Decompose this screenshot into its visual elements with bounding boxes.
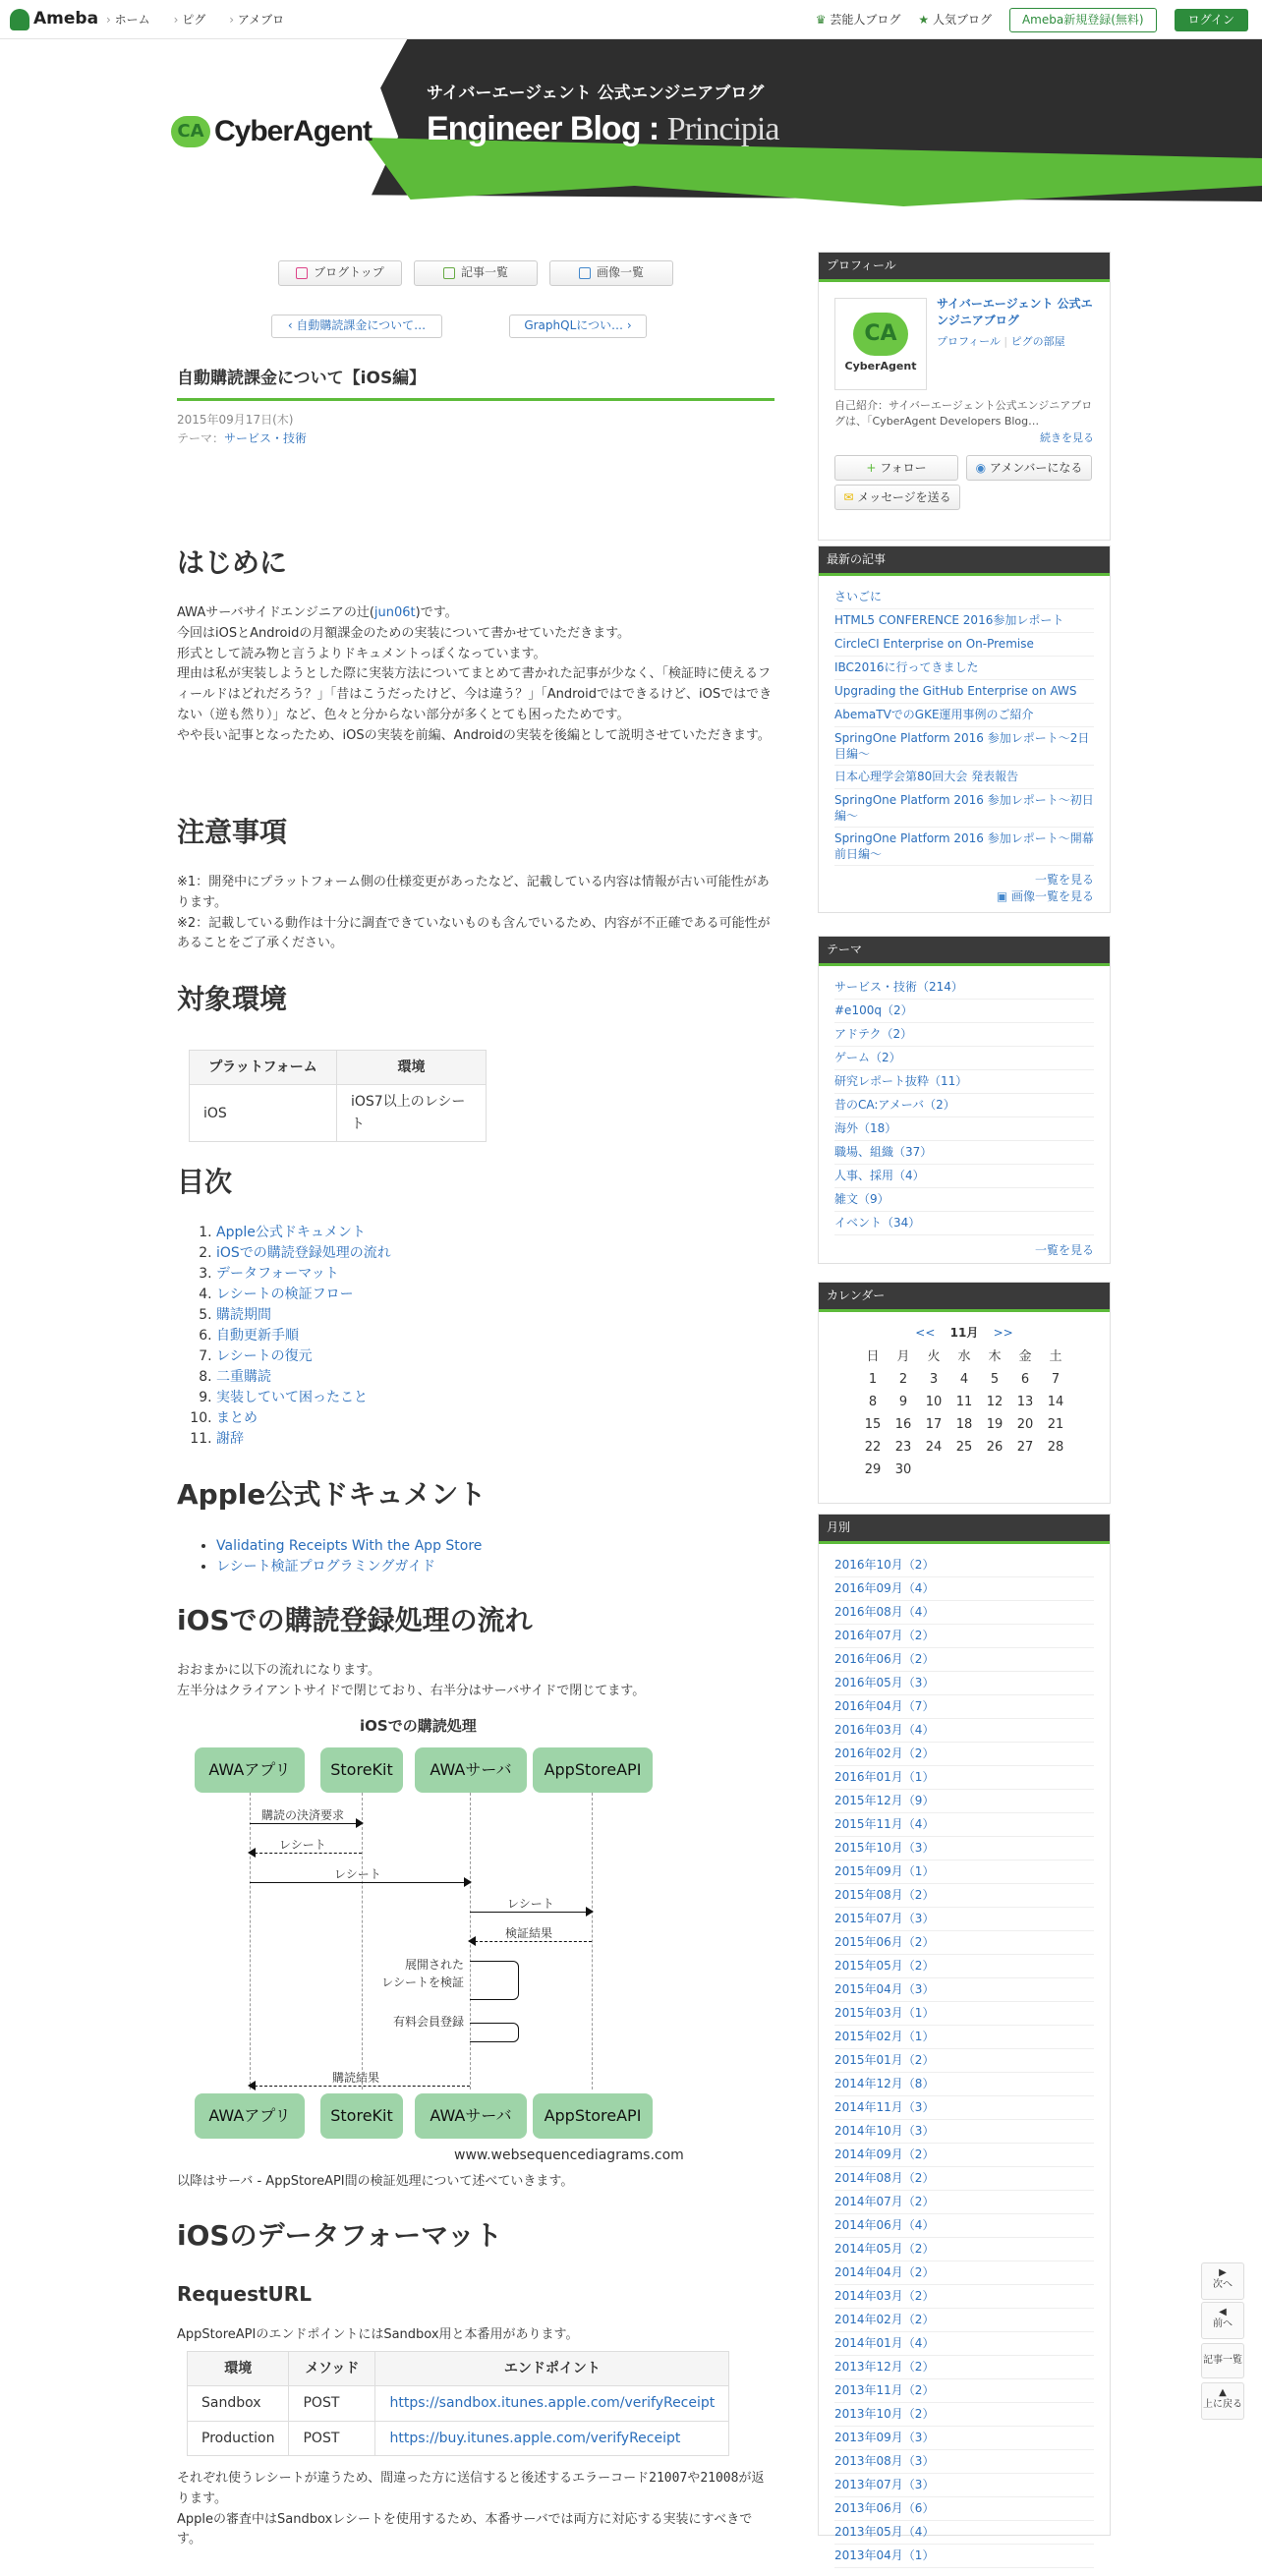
list-item[interactable]: IBC2016に行ってきました — [834, 657, 1094, 680]
heading-intro: はじめに — [177, 546, 288, 579]
list-item[interactable]: 2014年04月（2） — [834, 2261, 1094, 2285]
become-member-button[interactable]: ◉ アメンバーになる — [966, 455, 1092, 481]
production-endpoint-link[interactable]: https://buy.itunes.apple.com/verifyReceipt — [389, 2430, 681, 2446]
list-item[interactable]: #e100q（2） — [834, 1000, 1094, 1023]
request-text: AppStoreAPIのエンドポイントにはSandbox用と本番用があります。 — [177, 2327, 579, 2342]
profile-avatar[interactable]: CA CyberAgent — [834, 298, 927, 390]
sequence-diagram — [193, 1710, 684, 2172]
article-theme: テーマ：サービス・技術 — [177, 431, 308, 446]
env-table: プラットフォーム 環境 iOS iOS7以上のレシート — [189, 1050, 487, 1142]
entry-list-button[interactable]: 記事一覧 — [414, 260, 538, 286]
flow-text: おおまかに以下の流れになります。 左半分はクライアントサイドで閉じており、右半分はサーバサイドで閉じてます。 — [177, 1663, 646, 1698]
list-item[interactable]: 2013年08月（3） — [834, 2450, 1094, 2474]
blog-top-button[interactable]: ブログトップ — [278, 260, 402, 286]
list-item[interactable]: 人事、採用（4） — [834, 1165, 1094, 1188]
list-item[interactable]: 2016年07月（2） — [834, 1625, 1094, 1648]
list-item: 2. iOSでの購読登録処理の流れ — [216, 1243, 391, 1264]
article-title: 自動購読課金について【iOS編】 — [177, 366, 774, 401]
recent-more-link[interactable]: 一覧を見る — [1034, 873, 1094, 887]
article-header — [177, 366, 774, 448]
widget-header: テーマ — [819, 937, 1110, 966]
list-item[interactable]: 2015年06月（2） — [834, 1931, 1094, 1955]
triangle-left-icon: ◀ — [1219, 2307, 1227, 2318]
list-item[interactable]: 2015年05月（2） — [834, 1955, 1094, 1978]
actor-storekit-bottom: StoreKit — [320, 2093, 403, 2139]
self-call-register — [470, 2023, 519, 2042]
list-item[interactable]: SpringOne Platform 2016 参加レポート〜開幕前日編〜 — [834, 828, 1094, 866]
follow-button[interactable]: + フォロー — [834, 455, 958, 481]
self-call-verify-label: 展開された レシートを検証 — [381, 1958, 464, 1989]
intro-text: AWAサーバサイドエンジニアの辻(jun06t)です。 今回はiOSとAndroidの月額課金のための実装について書かせていただきます。 形式として読み物と言うよりドキュメントっぽくなっています。 理由は私が実装しようとした際に実装方法についてまとめて書かれた記事が少なく、「検証時に使えるフィールドはどれだろう？」「昔はこうだったけど、今は違う？」「Androidではできるけど、iOSではできない（逆も然り）」など、色々と分からない部分が多くとても困ったためです。 やや長い記事となったため、iOSの実装を前編、Androidの実装を後編として説明させていただきます。 — [177, 605, 773, 743]
list-item: 3. データフォーマット — [216, 1264, 391, 1285]
list-item[interactable]: 2013年05月（4） — [834, 2521, 1094, 2545]
list-item[interactable]: 2015年03月（1） — [834, 2002, 1094, 2026]
list-item[interactable]: 2014年11月（3） — [834, 2096, 1094, 2120]
widget-header: 最新の記事 — [819, 546, 1110, 576]
list-item[interactable]: 研究レポート抜粋（11） — [834, 1070, 1094, 1094]
list-item[interactable]: 海外（18） — [834, 1117, 1094, 1141]
list-item[interactable]: 2014年03月（2） — [834, 2285, 1094, 2309]
float-top-button[interactable]: ▲ 上に戻る — [1201, 2382, 1244, 2420]
register-button[interactable]: Ameba新規登録(無料) — [1009, 8, 1157, 32]
table-row: Production POST https://buy.itunes.apple.com/verifyReceipt — [188, 2421, 729, 2455]
next-entry-link[interactable]: GraphQLについ… › — [509, 315, 647, 338]
recent-entries-widget — [818, 545, 1111, 913]
list-item: 8. 二重購読 — [216, 1367, 391, 1388]
list-item[interactable]: 2016年02月（2） — [834, 1743, 1094, 1766]
list-item[interactable]: アドテク（2） — [834, 1023, 1094, 1047]
list-item[interactable]: ゲーム（2） — [834, 1047, 1094, 1070]
widget-header: プロフィール — [819, 253, 1110, 282]
notes-text: ※1：開発中にプラットフォーム側の仕様変更があったなど、記載している内容は情報が古い可能性があります。 ※2：記載している動作は十分に調査できていないものも含んでいるため、内容が不正確である可能性があることをご了承ください。 — [177, 875, 771, 951]
triangle-up-icon: ▲ — [1219, 2387, 1227, 2398]
list-item: 11. 謝辞 — [216, 1429, 391, 1450]
list-item[interactable]: 2014年12月（8） — [834, 2073, 1094, 2096]
list-item[interactable]: 日本心理学会第80回大会 発表報告 — [834, 766, 1094, 789]
list-item: 1. Apple公式ドキュメント — [216, 1223, 391, 1243]
self-call-verify — [470, 1961, 519, 2000]
list-item: 4. レシートの検証フロー — [216, 1285, 391, 1305]
ameba-logo[interactable]: Ameba — [10, 8, 98, 31]
heading-request-url: RequestURL — [177, 2282, 312, 2306]
envelope-icon: ✉ — [843, 490, 854, 504]
actor-awa-server: AWAサーバ — [415, 1747, 527, 1793]
banner-subtitle: サイバーエージェント 公式エンジニアブログ — [427, 84, 765, 103]
list-item[interactable]: 2016年08月（4） — [834, 1601, 1094, 1625]
list-item[interactable]: 2015年02月（1） — [834, 2026, 1094, 2049]
list-item[interactable]: 2013年12月（2） — [834, 2356, 1094, 2379]
calendar-month: 11月 — [949, 1326, 979, 1340]
themes-more-link[interactable]: 一覧を見る — [1034, 1243, 1094, 1257]
toc-list — [197, 1223, 391, 1450]
sandbox-endpoint-link[interactable]: https://sandbox.itunes.apple.com/verifyReceipt — [389, 2395, 716, 2412]
list-item[interactable]: 2016年10月（2） — [834, 1554, 1094, 1577]
list-item[interactable]: 2014年01月（4） — [834, 2332, 1094, 2356]
msg-receipt-1: レシート — [250, 1853, 362, 1854]
list-item[interactable]: 2016年01月（1） — [834, 1766, 1094, 1790]
list-item[interactable]: 2014年02月（2） — [834, 2309, 1094, 2332]
list-item: • Validating Receipts With the App Store — [216, 1536, 482, 1557]
diagram-credit: www.websequencediagrams.com — [454, 2147, 684, 2163]
widget-header: カレンダー — [819, 1283, 1110, 1312]
list-item[interactable]: Upgrading the GitHub Enterprise on AWS — [834, 680, 1094, 704]
popular-blog-link[interactable]: ★ 人気ブログ — [918, 13, 992, 27]
calendar-nav — [834, 1324, 1094, 1343]
profile-intro: 自己紹介：サイバーエージェント公式エンジニアブログは、「CyberAgent Developers Blog… — [834, 399, 1093, 428]
self-call-register-label: 有料会員登録 — [392, 2015, 464, 2029]
list-item[interactable]: 2015年12月（9） — [834, 1790, 1094, 1813]
ca-mark-icon: CA — [171, 116, 210, 147]
archive-list — [819, 1544, 1110, 2576]
article-date: 2015年09月17日(木) — [177, 413, 294, 427]
msg-purchase-result: 購読結果 — [250, 2086, 470, 2087]
table-row: iOS iOS7以上のレシート — [190, 1085, 487, 1142]
float-prev-button[interactable]: ◀ 前へ — [1201, 2302, 1244, 2339]
list-item[interactable]: 職場、組織（37） — [834, 1141, 1094, 1165]
list-item[interactable]: 2013年11月（2） — [834, 2379, 1094, 2403]
send-message-button[interactable]: ✉ メッセージを送る — [834, 485, 960, 510]
actor-awa-app-bottom: AWAアプリ — [195, 2093, 305, 2139]
author-link[interactable]: jun06t — [373, 605, 416, 620]
list-item[interactable]: 2015年10月（3） — [834, 1837, 1094, 1860]
list-item[interactable]: 2016年03月（4） — [834, 1719, 1094, 1743]
actor-appstore-api-bottom: AppStoreAPI — [533, 2093, 653, 2139]
list-item[interactable]: 昔のCA:アメーバ（2） — [834, 1094, 1094, 1117]
global-header — [0, 0, 1262, 39]
float-next-button[interactable]: ▶ 次へ — [1201, 2262, 1244, 2300]
prev-entry-link[interactable]: ‹ 自動購読課金について… — [271, 315, 442, 338]
actor-appstore-api: AppStoreAPI — [533, 1747, 653, 1793]
list-item: 7. レシートの復元 — [216, 1346, 391, 1367]
ca-avatar-icon: CA — [853, 313, 908, 356]
list-item: 5. 購読期間 — [216, 1305, 391, 1326]
request-note: それぞれ使うレシートが違うため、間違った方に送信すると後述するエラーコード21007や21008が返ります。 Appleの審査中はSandboxレシートを使用するため、本番サーバでは両方に対応する実装にすべきです。 — [177, 2471, 765, 2547]
heading-notes: 注意事項 — [177, 816, 288, 848]
list-item[interactable]: イベント（34） — [834, 1212, 1094, 1235]
list-item[interactable]: 2015年04月（3） — [834, 1978, 1094, 2002]
msg-purchase-request: 購読の決済要求 — [250, 1823, 362, 1824]
heading-toc: 目次 — [177, 1166, 233, 1198]
list-item[interactable]: 2014年09月（2） — [834, 2144, 1094, 2167]
actor-awa-server-bottom: AWAサーバ — [415, 2093, 527, 2139]
banner-title: Engineer Blog : Principia — [427, 110, 779, 147]
heading-data-format: iOSのデータフォーマット — [177, 2219, 503, 2252]
diagram-title: iOSでの購読処理 — [360, 1717, 477, 1735]
heading-env: 対象環境 — [177, 983, 288, 1015]
ameba-mark-icon — [10, 9, 29, 30]
calendar-grid: 日 月 火 水 木 金 土 1 2 3 4 5 6 7 8 9 10 11 12 13 14 15 16 17 18 19 20 21 22 23 24 25 26 27 28 29 30 — [864, 1349, 1064, 1478]
blog-banner[interactable] — [0, 39, 1262, 206]
apple-doc-links — [197, 1536, 482, 1577]
list-item[interactable]: 2015年07月（3） — [834, 1908, 1094, 1931]
list-item[interactable]: 2016年09月（4） — [834, 1577, 1094, 1601]
list-item[interactable]: 2014年10月（3） — [834, 2120, 1094, 2144]
actor-storekit: StoreKit — [320, 1747, 403, 1793]
widget-header: 月別 — [819, 1515, 1110, 1544]
triangle-right-icon: ▶ — [1219, 2267, 1227, 2278]
crown-icon: ♛ — [815, 13, 827, 27]
profile-widget — [818, 252, 1111, 541]
list-item[interactable]: CircleCI Enterprise on On-Premise — [834, 633, 1094, 657]
theme-link[interactable]: サービス・技術 — [224, 431, 308, 446]
list-item[interactable]: サービス・技術（214） — [834, 976, 1094, 1000]
calendar-prev[interactable]: << — [915, 1326, 936, 1340]
celeb-blog-link[interactable]: ♛ 芸能人ブログ — [815, 13, 901, 27]
plus-icon: + — [866, 461, 877, 475]
image-list-button[interactable]: 画像一覧 — [549, 260, 673, 286]
list-item: 10. まとめ — [216, 1408, 391, 1429]
msg-receipt-2: レシート — [250, 1882, 470, 1883]
member-icon: ◉ — [975, 461, 987, 475]
list-item[interactable]: 2014年08月（2） — [834, 2167, 1094, 2191]
list-item[interactable]: 雑文（9） — [834, 1188, 1094, 1212]
list-icon — [443, 267, 455, 279]
heading-flow: iOSでの購読登録処理の流れ — [177, 1604, 533, 1636]
list-item[interactable]: 2013年10月（2） — [834, 2403, 1094, 2427]
list-item[interactable]: HTML5 CONFERENCE 2016参加レポート — [834, 609, 1094, 633]
list-item[interactable]: SpringOne Platform 2016 参加レポート〜初日編〜 — [834, 789, 1094, 828]
list-item[interactable]: 2013年04月（1） — [834, 2545, 1094, 2568]
lifeline — [362, 1793, 363, 2089]
cyberagent-logo: CA CyberAgent — [171, 108, 372, 155]
nav-pigg[interactable]: › ピグ — [174, 11, 206, 29]
list-item: • レシート検証プログラミングガイド — [216, 1557, 482, 1577]
heading-apple-docs: Apple公式ドキュメント — [177, 1478, 487, 1511]
list-item[interactable]: 2016年06月（2） — [834, 1648, 1094, 1672]
list-item[interactable]: 2015年09月（1） — [834, 1860, 1094, 1884]
nav-ameblo[interactable]: › アメブロ — [229, 11, 284, 29]
list-item[interactable]: AbemaTVでのGKE運用事例のご紹介 — [834, 704, 1094, 727]
profile-links: プロフィール | ピグの部屋 — [937, 335, 1065, 348]
list-item[interactable]: SpringOne Platform 2016 参加レポート〜2日目編〜 — [834, 727, 1094, 766]
recent-images-link[interactable]: ▣ 画像一覧を見る — [996, 889, 1094, 903]
list-item[interactable]: さいごに — [834, 586, 1094, 609]
star-icon: ★ — [918, 13, 930, 27]
login-button[interactable]: ログイン — [1175, 9, 1248, 31]
lifeline — [250, 1793, 251, 2089]
msg-verify-result: 検証結果 — [470, 1941, 592, 1942]
calendar-widget — [818, 1282, 1111, 1504]
archive-widget — [818, 1514, 1111, 2562]
list-item[interactable]: 2014年06月（4） — [834, 2214, 1094, 2238]
list-item[interactable]: 2013年06月（6） — [834, 2497, 1094, 2521]
flow-after-text: 以降はサーバ - AppStoreAPI間の検証処理について述べていきます。 — [177, 2174, 574, 2189]
list-item[interactable]: 2015年01月（2） — [834, 2049, 1094, 2073]
endpoint-table: 環境 メソッド エンドポイント Sandbox POST https://sandbox.itunes.apple.com/verifyReceipt Production POST https://buy.itunes.apple.com/verifyReceipt — [187, 2351, 729, 2456]
table-row: Sandbox POST https://sandbox.itunes.apple.com/verifyReceipt — [188, 2386, 729, 2421]
nav-home[interactable]: › ホーム — [106, 11, 150, 29]
lifeline — [592, 1793, 593, 2089]
calendar-next[interactable]: >> — [993, 1326, 1013, 1340]
profile-name[interactable]: サイバーエージェント 公式エンジニアブログ — [937, 297, 1093, 327]
list-item[interactable]: 2015年08月（2） — [834, 1884, 1094, 1908]
float-list-button[interactable]: 記事一覧 — [1201, 2343, 1244, 2378]
camera-icon — [579, 267, 591, 279]
list-item[interactable]: 2013年07月（3） — [834, 2474, 1094, 2497]
list-item[interactable]: 2013年09月（3） — [834, 2427, 1094, 2450]
list-item: 9. 実装していて困ったこと — [216, 1388, 391, 1408]
list-item[interactable]: 2014年05月（2） — [834, 2238, 1094, 2261]
page-icon — [296, 267, 308, 279]
list-item[interactable]: 2014年07月（2） — [834, 2191, 1094, 2214]
global-nav — [106, 11, 284, 29]
profile-more-link[interactable]: 続きを見る — [1040, 431, 1094, 444]
list-item[interactable]: 2016年05月（3） — [834, 1672, 1094, 1695]
image-icon: ▣ — [996, 889, 1008, 903]
list-item[interactable]: 2016年04月（7） — [834, 1695, 1094, 1719]
themes-widget — [818, 936, 1111, 1264]
msg-receipt-3: レシート — [470, 1912, 592, 1913]
list-item[interactable]: 2015年11月（4） — [834, 1813, 1094, 1837]
list-item: 6. 自動更新手順 — [216, 1326, 391, 1346]
actor-awa-app: AWAアプリ — [195, 1747, 305, 1793]
